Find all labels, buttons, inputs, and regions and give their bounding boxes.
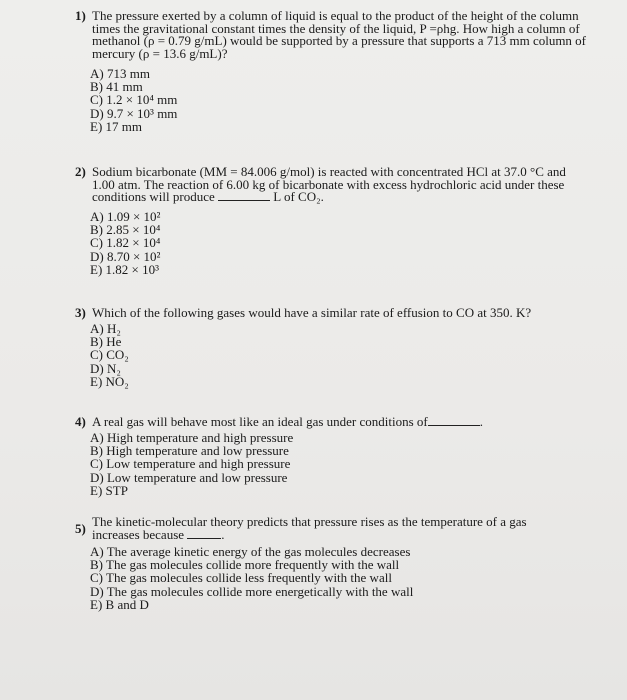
choice-b: B) High temperature and low pressure bbox=[90, 443, 289, 459]
question-number: 2) bbox=[75, 164, 86, 179]
question-stem-text: . bbox=[479, 414, 483, 429]
choice-a: A) 713 mm bbox=[90, 66, 150, 81]
choice-c: C) 1.2 × 10⁴ mm bbox=[90, 92, 178, 108]
choice-list bbox=[90, 322, 129, 388]
choice-e: E) 17 mm bbox=[90, 118, 142, 134]
question-stem-text: L of CO₂. bbox=[273, 189, 324, 204]
choice-a: A) H₂ bbox=[90, 321, 121, 336]
question-number: 4) bbox=[75, 414, 86, 429]
answer-blank bbox=[428, 425, 480, 426]
choice-c: C) CO₂ bbox=[90, 347, 129, 363]
question-stem-text: A real gas will behave most like an ideal gas under conditions of bbox=[92, 414, 428, 429]
choice-d: D) Low temperature and low pressure bbox=[90, 469, 288, 485]
question-stem bbox=[92, 516, 552, 541]
question-stem bbox=[92, 166, 587, 204]
choice-e: E) 1.82 × 10³ bbox=[90, 261, 159, 277]
choice-list bbox=[90, 431, 293, 497]
question-number: 1) bbox=[75, 8, 86, 23]
choice-list bbox=[90, 210, 160, 276]
choice-b: B) The gas molecules collide more frequently with the wall bbox=[90, 557, 400, 573]
choice-d: D) 8.70 × 10² bbox=[90, 248, 161, 264]
question-number: 3) bbox=[75, 305, 86, 320]
choice-a: A) High temperature and high pressure bbox=[90, 430, 294, 445]
answer-blank bbox=[187, 538, 221, 539]
choice-c: C) 1.82 × 10⁴ bbox=[90, 235, 161, 251]
choice-d: D) 9.7 × 10³ mm bbox=[90, 105, 178, 121]
choice-b: B) 2.85 × 10⁴ bbox=[90, 222, 161, 238]
choice-b: B) 41 mm bbox=[90, 79, 143, 95]
choice-a: A) 1.09 × 10² bbox=[90, 209, 161, 224]
choice-e: E) STP bbox=[90, 482, 128, 498]
question-number: 5) bbox=[75, 521, 86, 536]
question-stem-text: The kinetic-molecular theory predicts that pressure rises as the temperature of a gas increases because bbox=[92, 514, 527, 542]
question-stem: The pressure exerted by a column of liquid is equal to the product of the height of the column times the gravitational constant times the density of the liquid, P =ρhg. How high a column of methanol (ρ = 0.79 g/mL) would be supported by a pressure that supports a 713 mm column of mercury (ρ = 13.6 g/mL)? bbox=[92, 8, 587, 61]
choice-e: E) NO₂ bbox=[90, 373, 129, 389]
choice-d: D) N₂ bbox=[90, 360, 121, 376]
choice-list bbox=[90, 67, 177, 133]
choice-b: B) He bbox=[90, 334, 122, 350]
choice-c: C) Low temperature and high pressure bbox=[90, 456, 291, 472]
choice-c: C) The gas molecules collide less frequently with the wall bbox=[90, 570, 392, 586]
question-stem: Which of the following gases would have a similar rate of effusion to CO at 350. K? bbox=[92, 305, 532, 320]
question-stem bbox=[92, 416, 587, 429]
choice-list bbox=[90, 545, 413, 611]
choice-a: A) The average kinetic energy of the gas molecules decreases bbox=[90, 544, 411, 559]
question-stem-text: Sodium bicarbonate (MM = 84.006 g/mol) is reacted with concentrated HCl at 37.0 °C and 1.00 atm. The reaction of 6.00 kg of bicarbonate with excess hydrochloric acid under these conditions will produce bbox=[92, 164, 566, 204]
choice-d: D) The gas molecules collide more energetically with the wall bbox=[90, 583, 414, 599]
answer-blank bbox=[218, 200, 270, 201]
question-stem-text: . bbox=[221, 526, 225, 542]
choice-e: E) B and D bbox=[90, 596, 149, 612]
